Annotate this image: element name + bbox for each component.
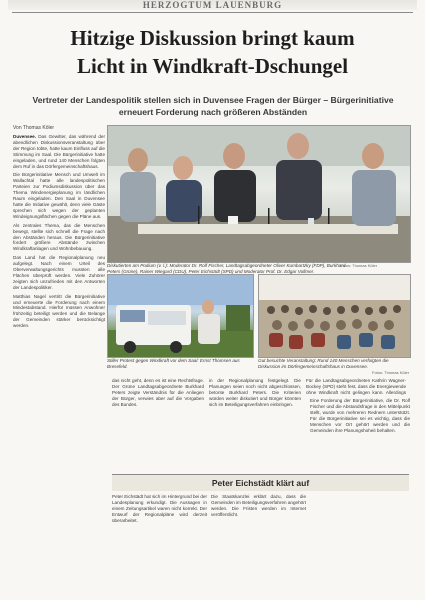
headline-line-2: Licht in Windkraft-Dschungel [76, 54, 349, 78]
podium-photo-image [108, 126, 410, 262]
article-column-5: Eine Forderung der Bürgerinitiative, die Dr. Rolf Fischer und die Abstandsfrage in den Mittelpunkt stellt, wurde von mehreren Rednern unterstützt. Für die Bürgerinitiative sei es wichtig, dass die Menschen vor Ort gehört werden und die Gemeinden ihre Planungshoheit behalten. [310, 398, 410, 433]
audience-photo-caption: Gut besuchte Veranstaltung: Rund 140 Menschen verfolgten die Diskussion im Dörfergemeinschaftshaus in Duvensee. [258, 358, 389, 369]
subheadline: Vertreter der Landespolitik stellen sich in Duvensee Fragen der Bürger – Bürgerinitiative erneuert Forderung nach größeren Abständen [32, 95, 394, 117]
top-rule [12, 12, 413, 13]
photo-credit: Fotos: Thomas Köler [340, 263, 378, 268]
audience-photo-image [259, 275, 410, 357]
section-title: HERZOGTUM LAUENBURG [142, 0, 283, 10]
lead-paragraph [13, 134, 105, 169]
paragraph: Matthias Nagel vertritt die Bürgerinitiative und erneuerte die Forderung nach einem Mindestabstand. Hierfür müssen Anwohner frühzeitig beteiligt werden und die Belange der Gemeinden stärker berücksichtigt werden. [13, 293, 105, 329]
protest-photo [107, 274, 254, 358]
podium-photo [107, 125, 411, 263]
headline [10, 24, 415, 80]
article-column-4: Für die Landtagsabgeordneten Kathrin Wagner-Bockey (SPD) steht fest, dass die Energiewende ohne Windkraft nicht gelingen kann. Allerdings [306, 378, 406, 395]
sidebar-title: Peter Eichstädt klärt auf [112, 474, 409, 491]
protest-photo-caption: Stiller Protest gegen Windkraft vor dem Saal: Ernst Thomsen aus Bresefeld. [107, 358, 240, 369]
paragraph: Die Bürgerinitiative Mensch und Umwelt im Wallachtal hatte alle landespolitischen Parteien zur Podiumsdiskussion über das Thema Windenergieplanung im ländlichen Raum eingeladen. Den Saal in Duvensee hatte die Initiative gewählt, denn viele Gäste sprechen sich wegen der geplanten Windeignungsflächen gegen die Pläne aus. [13, 172, 105, 219]
dateline: Duvensee. [13, 134, 36, 139]
protest-photo-image [108, 275, 253, 357]
photo-credit: Fotos: Thomas Köler [372, 370, 410, 375]
article-column-2: das nicht geht, denn es ist eine Rechtsfrage. Der Grüne Landtagsabgeordnete Burkhard Peters zeigte Verständnis für die Anliegen der Bürger, verwies aber auf die Vorgaben des Bundes. [112, 378, 204, 407]
audience-photo [258, 274, 411, 358]
article-column-3: in der Regionalplanung festgelegt. Die Planungen seien noch nicht abgeschlossen, betonte Burkhard Peters. Die Kriterien würden weiter diskutiert und Bürger könnten sich im Beteiligungsverfahren einbringen. [209, 378, 301, 407]
paragraph: Das Land hat die Regionalplanung neu aufgelegt. Nach einem Urteil des Oberverwaltungsgerichts mussten alle Flächen überprüft werden. Viele Zuhörer zeigten sich unzufrieden mit den Antworten der Landespolitiker. [13, 255, 105, 290]
section-header [8, 0, 417, 10]
sidebar-column-1: Peter Eichstädt hat sich im Hintergrund bei der Landesplanung erkundigt. Die Aussagen in einem Zeitungsartikel waren nicht korrekt. Der Entwurf der Regionalpläne wird derzeit überarbeitet. [112, 494, 207, 523]
headline-line-1: Hitzige Diskussion bringt kaum [70, 26, 355, 50]
paragraph: Als zentrales Thema, das die Menschen bewegt, stellte sich schnell die Frage nach den Abständen heraus. Die Bürgerinitiative fordert größere Abstände zwischen Windkraftanlagen und Wohnbebauung. [13, 222, 105, 252]
lead-text: Das Gewitter, das während der abendlichen Diskussionsveranstaltung über der Region tobte, hatte kaum Einfluss auf die Stimmung im Saal. Die Bürgerinitiative hatte eingeladen, und rund 140 Menschen folgten dem Ruf in das Dörfergemeinschaftshaus. [13, 134, 105, 169]
podium-photo-caption: Diskutierten am Podium (v. l.): Moderator Dr. Rolf Fischer, Landtagsabgeordneter Oliver Kumbartzky (FDP), Burkhard Peters (Grüne), Rainer Wiegard (CDU), Peter Eichstädt (SPD) und Moderator Prof. Dr. Edgar Vollmer. [107, 263, 346, 274]
article-column-1 [13, 134, 105, 584]
byline: Von Thomas Köler [13, 125, 55, 131]
sidebar-column-2: Die Staatskanzlei erklärt dazu, dass die Gemeinden im Beteiligungsverfahren angehört werden. Die Fristen werden im Internet veröffentlicht. [211, 494, 306, 517]
